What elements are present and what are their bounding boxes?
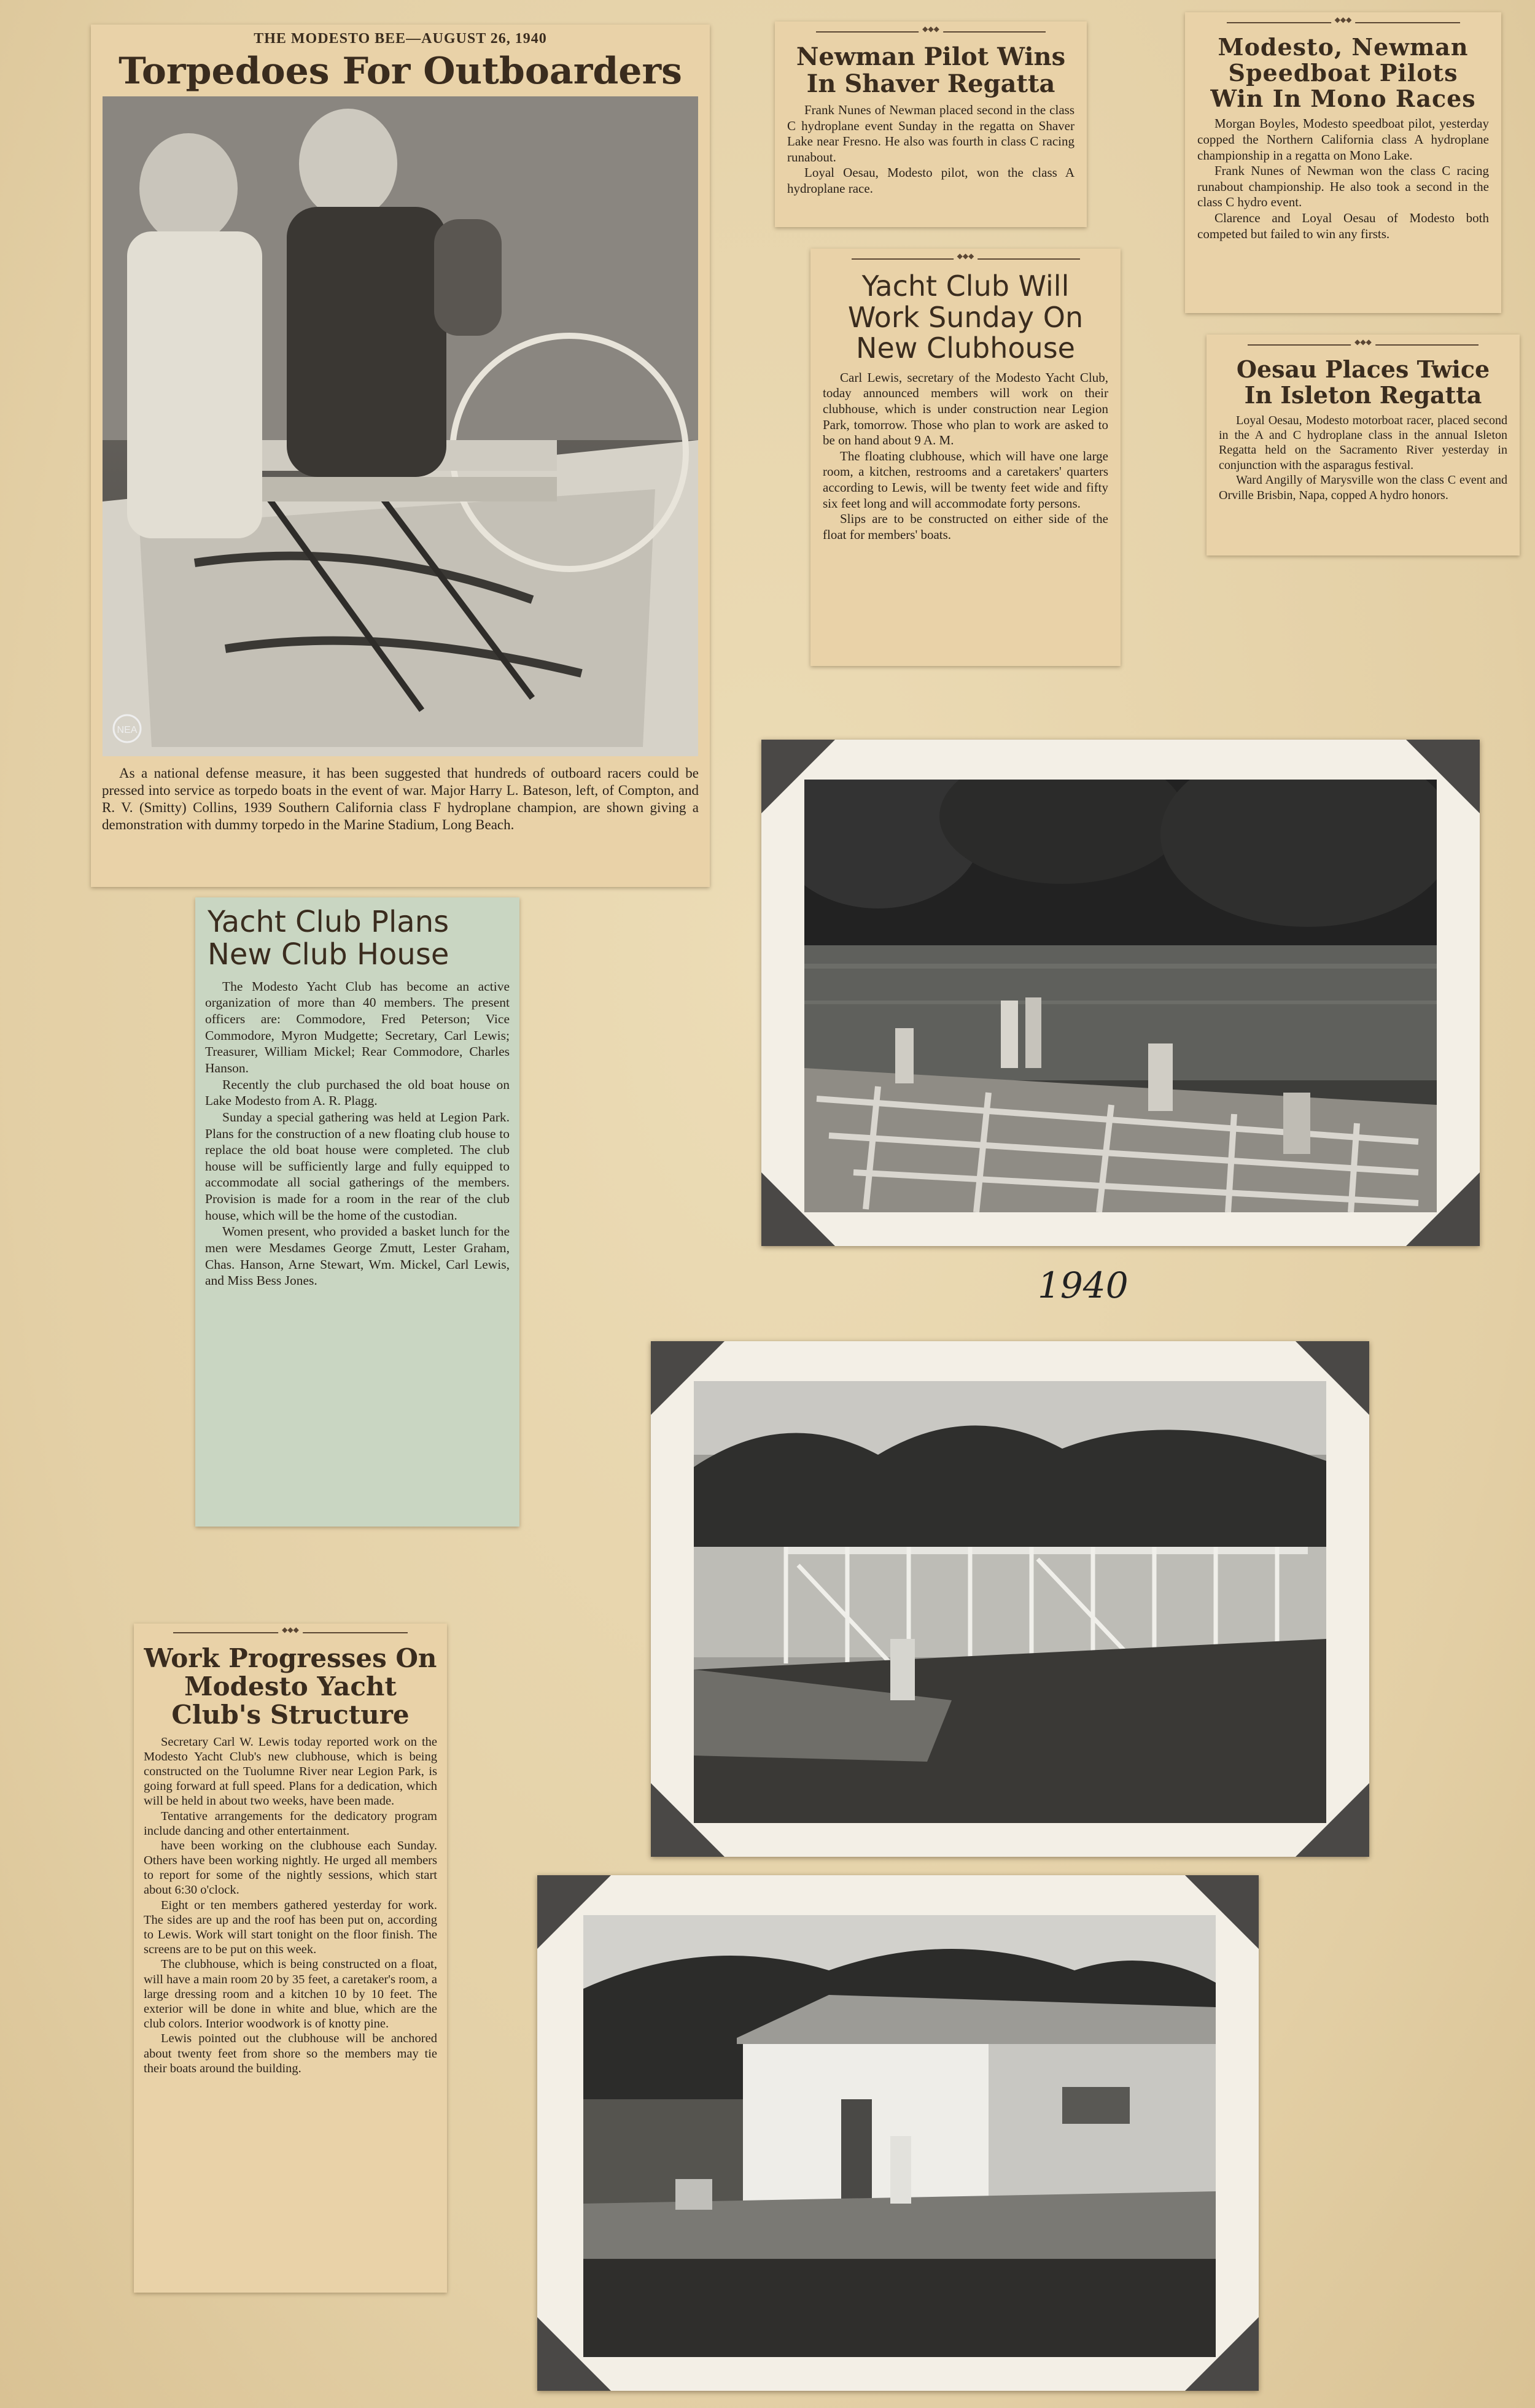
ornament-rule — [1227, 22, 1460, 29]
paragraph: Women present, who provided a basket lunch for the men were Mesdames George Zmutt, Lester Graham, Chas. Hanson, Arne Stewart, Wm. Mickel, Carl Lewis, and Miss Bess Jones. — [205, 1224, 510, 1288]
article-body — [1197, 116, 1489, 242]
ornament-rule — [173, 1632, 408, 1640]
caption: As a national defense measure, it has been suggested that hundreds of outboard racers could be pressed into service as torpedo boats in the event of war. Major Harry L. Bateson, left, of Compton, and R. V. (Smitty) Collins, 1939 Southern California class F hydroplane champion, are shown giving a demonstration with dummy torpedo in the Marine Stadium, Long Beach. — [102, 765, 699, 833]
photo-corner — [651, 1783, 725, 1857]
photo-corner — [1406, 1172, 1480, 1246]
paragraph: The floating clubhouse, which will have one large room, a kitchen, restrooms and a caretakers' quarters according to Lewis, will be twenty feet wide and fifty six feet long and will accommodate forty persons. — [823, 448, 1108, 511]
paragraph: Morgan Boyles, Modesto speedboat pilot, yesterday copped the Northern California class A hydroplane championship in a regatta on Mono Lake. — [1197, 116, 1489, 163]
paragraph: Ward Angilly of Marysville won the class C event and Orville Brisbin, Napa, copped A hydro honors. — [1219, 473, 1507, 502]
ornament-rule — [1248, 344, 1479, 352]
headline: Oesau Places Twice In Isleton Regatta — [1236, 355, 1490, 409]
dateline: THE MODESTO BEE—AUGUST 26, 1940 — [254, 31, 547, 47]
paragraph: The Modesto Yacht Club has become an active organization of more than 40 members. The present officers are: Commodore, Fred Peterson; Vice Commodore, Myron Mudgette; Secretary, Carl Lewis; Treasurer, William Mickel; Rear Commodore, Charles Hanson. — [205, 978, 510, 1075]
paragraph: Lewis pointed out the clubhouse will be anchored about twenty feet from shore so the members may tie their boats around the building. — [144, 2032, 437, 2075]
photo-image — [583, 1915, 1216, 2357]
photo-corner — [761, 740, 835, 813]
headline: Torpedoes For Outboarders — [119, 50, 682, 93]
paragraph: Frank Nunes of Newman won the class C racing runabout championship. He also took a second in the class C hydro event. — [1197, 163, 1489, 210]
photo-corner — [1406, 740, 1480, 813]
clipping-torpedoes — [91, 25, 710, 887]
article-body — [144, 1735, 437, 2076]
photo-corner — [537, 1875, 611, 1949]
clipping-mono-races — [1185, 12, 1501, 313]
photo-image — [804, 780, 1437, 1212]
paragraph: Secretary Carl W. Lewis today reported work on the Modesto Yacht Club's new clubhouse, which is being constructed on the Tuolumne River near Legion Park, is going forward at full speed. Plans for a dedication, which will be held in about two weeks, have been made. — [144, 1735, 437, 1808]
clipping-work-progresses — [134, 1624, 447, 2293]
paragraph: The clubhouse, which is being constructed on a float, will have a main room 20 by 35 feet, a caretaker's room, a large dressing room and a kitchen 10 by 10 feet. The exterior will be done in white and blue, which are the club colors. Interior woodwork is of knotty pine. — [144, 1957, 437, 2031]
paragraph: Loyal Oesau, Modesto motorboat racer, placed second in the A and C hydroplane class in the annual Isleton Regatta held on the Sacramento River yesterday in conjunction with the asparagus festival. — [1219, 413, 1507, 472]
photo-corner — [537, 2317, 611, 2391]
photo-corner — [1185, 2317, 1259, 2391]
paragraph: Recently the club purchased the old boat house on Lake Modesto from A. R. Plagg. — [205, 1077, 510, 1109]
headline: Modesto, Newman Speedboat Pilots Win In Mono Races — [1210, 33, 1476, 112]
ornament-rule — [816, 31, 1046, 39]
headline: Yacht Club Plans New Club House — [208, 905, 449, 972]
outboard-torpedo-photo — [103, 96, 698, 756]
clipping-newman-pilot — [775, 21, 1087, 227]
photo-corner — [651, 1341, 725, 1415]
handwritten-year: 1940 — [1038, 1264, 1129, 1306]
paragraph: Sunday a special gathering was held at Legion Park. Plans for the construction of a new floating club house to replace the old boat house were completed. The club house will be sufficiently large and fully equipped to accommodate all social gatherings of the members. Provision is made for a room in the rear of the club house, which will be the home of the custodian. — [205, 1109, 510, 1223]
ornament-rule — [852, 258, 1080, 266]
paragraph: Clarence and Loyal Oesau of Modesto both competed but failed to win any firsts. — [1197, 211, 1489, 241]
headline: Newman Pilot Wins In Shaver Regatta — [796, 42, 1066, 98]
paragraph: Loyal Oesau, Modesto pilot, won the class A hydroplane race. — [787, 165, 1074, 196]
photo-corner — [1185, 1875, 1259, 1949]
clipping-isleton-regatta — [1207, 335, 1520, 556]
clipping-new-club-house — [195, 897, 519, 1527]
photo-image — [694, 1381, 1326, 1823]
float-construction-photo — [761, 740, 1480, 1246]
paragraph: Eight or ten members gathered yesterday for work. The sides are up and the roof has been put on, according to Lewis. Work will start tonight on the floor finish. The screens are to be put on this week. — [144, 1898, 437, 1957]
clubhouse-frame-photo — [651, 1341, 1369, 1857]
article-body — [205, 978, 510, 1289]
paragraph: Carl Lewis, secretary of the Modesto Yacht Club, today announced members will work on their clubhouse, which is under construction near Legion Park, tomorrow. Those who plan to work are asked to be on hand about 9 A. M. — [823, 370, 1108, 448]
article-body — [823, 370, 1108, 543]
photo-corner — [1296, 1783, 1369, 1857]
clipping-work-sunday — [810, 249, 1121, 666]
paragraph: Frank Nunes of Newman placed second in the class C hydroplane event Sunday in the regatta on Shaver Lake near Fresno. He also was fourth in class C racing runabout. — [787, 103, 1074, 165]
article-body — [1219, 413, 1507, 503]
article-body — [787, 103, 1074, 197]
paragraph: Tentative arrangements for the dedicatory program include dancing and other entertainment. — [144, 1809, 437, 1838]
nea-mark: NEA — [117, 725, 138, 735]
headline: Yacht Club Will Work Sunday On New Clubhouse — [847, 269, 1084, 365]
photo-corner — [1296, 1341, 1369, 1415]
photo-corner — [761, 1172, 835, 1246]
headline: Work Progresses On Modesto Yacht Club's Structure — [144, 1643, 437, 1730]
finished-clubhouse-photo — [537, 1875, 1259, 2391]
paragraph: Slips are to be constructed on either side of the float for members' boats. — [823, 511, 1108, 542]
paragraph: have been working on the clubhouse each Sunday. Others have been working nightly. He urged all members to report for some of the nightly sessions, which start about 6:30 o'clock. — [144, 1838, 437, 1897]
